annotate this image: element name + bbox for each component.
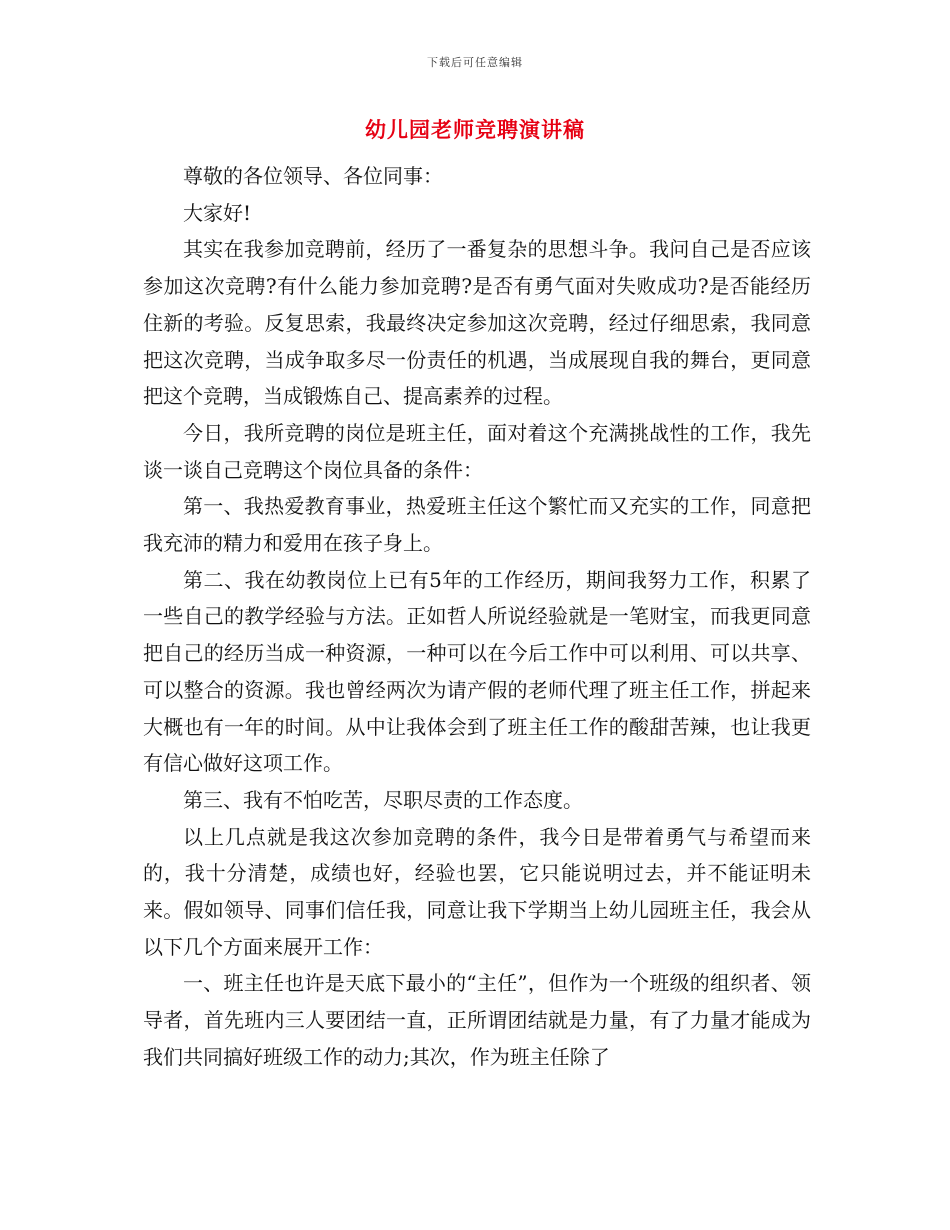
paragraph: 今日，我所竞聘的岗位是班主任，面对着这个充满挑战性的工作，我先谈一谈自己竞聘这个岗位具备的条件： — [143, 420, 811, 482]
paragraph-salutation: 尊敬的各位领导、各位同事： — [183, 164, 443, 188]
paragraph-greeting: 大家好! — [183, 200, 252, 225]
paragraph: 第三、我有不怕吃苦，尽职尽责的工作态度。 — [183, 787, 583, 812]
paragraph: 其实在我参加竞聘前，经历了一番复杂的思想斗争。我问自己是否应该参加这次竞聘?有什么能力参加竞聘?是否有勇气面对失败成功?是否能经历住新的考验。反复思索，我最终决定参加这次竞聘，经过仔细思索，我同意把这次竞聘，当成争取多尽一份责任的机遇，当成展现自我的舞台，更同意把这个竞聘，当成锻炼自己、提高素养的过程。 — [143, 237, 811, 409]
paragraph: 以上几点就是我这次参加竞聘的条件，我今日是带着勇气与希望而来的，我十分清楚，成绩也好，经验也罢，它只能说明过去，并不能证明未来。假如领导、同事们信任我，同意让我下学期当上幼儿园班主任，我会从以下几个方面来展开工作： — [143, 824, 811, 959]
document-body — [143, 158, 811, 1076]
paragraph: 第一、我热爱教育事业，热爱班主任这个繁忙而又充实的工作，同意把我充沛的精力和爱用在孩子身上。 — [143, 494, 811, 556]
header-note: 下载后可任意编辑 — [427, 56, 523, 69]
paragraph: 第二、我在幼教岗位上已有5年的工作经历，期间我努力工作，积累了一些自己的教学经验与方法。正如哲人所说经验就是一笔财宝，而我更同意把自己的经历当成一种资源，一种可以在今后工作中可以利用、可以共享、可以整合的资源。我也曾经两次为请产假的老师代理了班主任工作，拼起来大概也有一年的时间。从中让我体会到了班主任工作的酸甜苦辣，也让我更有信心做好这项工作。 — [143, 567, 811, 776]
paragraph: 一、班主任也许是天底下最小的“主任”，但作为一个班级的组织者、领导者，首先班内三人要团结一直，正所谓团结就是力量，有了力量才能成为我们共同搞好班级工作的动力;其次，作为班主任除了 — [143, 971, 811, 1069]
document-title: 幼儿园老师竞聘演讲稿 — [365, 118, 585, 142]
